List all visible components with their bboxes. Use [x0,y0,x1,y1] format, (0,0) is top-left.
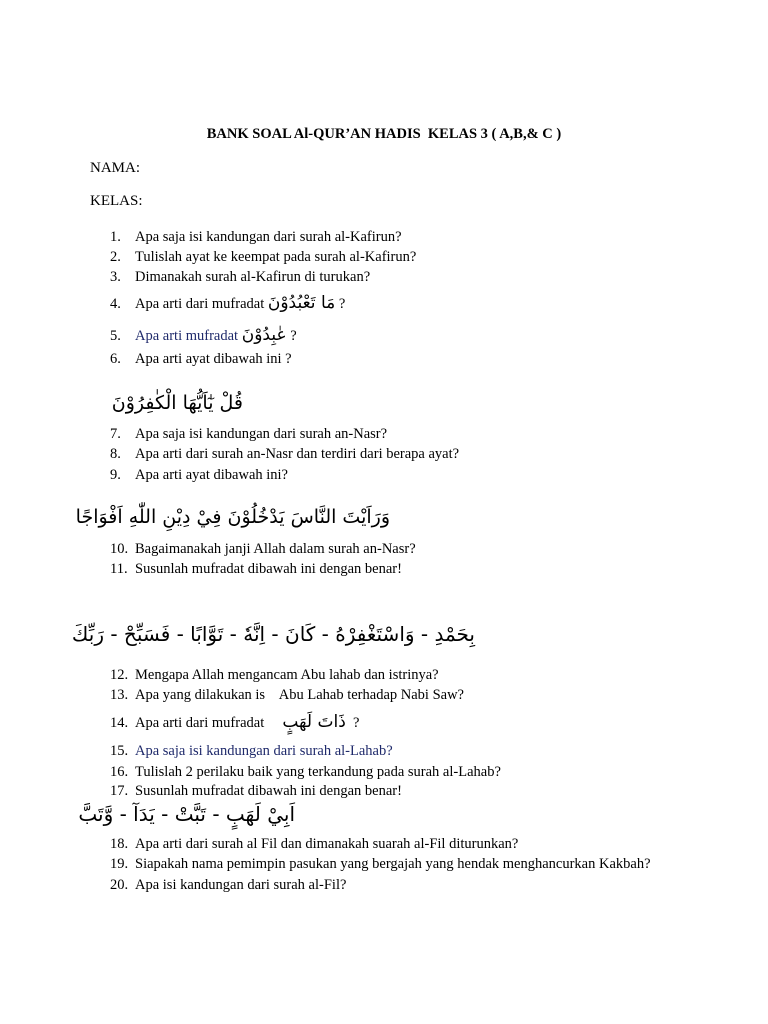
mufradat-nasr-arabic: بِحَمْدِ - وَاسْتَغْفِرْهُ - كَانَ - اِنَّهٗ - تَوَّابًا - فَسَبِّحْ - رَبِّكَ [71,622,475,646]
question-16: 16. Tulislah 2 perilaku baik yang terkandung pada surah al-Lahab? [110,764,501,780]
question-8: 8. Apa arti dari surah an-Nasr dan terdiri dari berapa ayat? [110,446,460,462]
mufradat-arabic: ذَاتَ لَهَبٍ [282,712,346,732]
question-5: 5. Apa arti mufradat عٰبِدُوْنَ ? [110,325,297,345]
mufradat-arabic: عٰبِدُوْنَ [241,325,287,345]
mufradat-lahab-arabic: اَبِيْ لَهَبٍ - تَبَّتْ - يَدَآ - وَّتَبَّ [78,802,295,826]
nama-field-label: NAMA: [90,160,141,176]
question-1: 1. Apa saja isi kandungan dari surah al-Kafirun? [110,229,402,245]
question-2: 2. Tulislah ayat ke keempat pada surah al-Kafirun? [110,249,417,265]
question-19: 19. Siapakah nama pemimpin pasukan yang bergajah yang hendak menghancurkan Kakbah? [110,856,651,872]
question-12: 12. Mengapa Allah mengancam Abu lahab dan istrinya? [110,667,439,683]
question-4: 4. Apa arti dari mufradat مَا تَعْبُدُوْنَ ? [110,293,346,313]
ayat-nasr-arabic: وَرَاَيْتَ النَّاسَ يَدْخُلُوْنَ فِيْ دِيْنِ اللّٰهِ اَفْوَاجًا [75,506,390,528]
question-14: 14. Apa arti dari mufradat ذَاتَ لَهَبٍ ? [110,712,360,732]
question-15: 15. Apa saja isi kandungan dari surah al-Lahab? [110,743,393,759]
question-3: 3. Dimanakah surah al-Kafirun di turukan? [110,269,371,285]
mufradat-arabic: مَا تَعْبُدُوْنَ [267,293,336,313]
question-6: 6. Apa arti ayat dibawah ini ? [110,351,292,367]
question-20: 20. Apa isi kandungan dari surah al-Fil? [110,877,347,893]
question-13: 13. Apa yang dilakukan is Abu Lahab terhadap Nabi Saw? [110,687,464,703]
ayat-kafirun-arabic: قُلْ يٰٓاَيُّهَا الْكٰفِرُوْنَ [111,392,243,414]
page-title: BANK SOAL Al-QUR’AN HADIS KELAS 3 ( A,B,& C ) [206,126,562,142]
question-7: 7. Apa saja isi kandungan dari surah an-Nasr? [110,426,388,442]
kelas-field-label: KELAS: [90,193,143,209]
question-17: 17. Susunlah mufradat dibawah ini dengan benar! [110,783,402,799]
question-10: 10. Bagaimanakah janji Allah dalam surah an-Nasr? [110,541,416,557]
question-11: 11. Susunlah mufradat dibawah ini dengan benar! [110,561,402,577]
question-9: 9. Apa arti ayat dibawah ini? [110,467,288,483]
question-18: 18. Apa arti dari surah al Fil dan dimanakah suarah al-Fil diturunkan? [110,836,519,852]
